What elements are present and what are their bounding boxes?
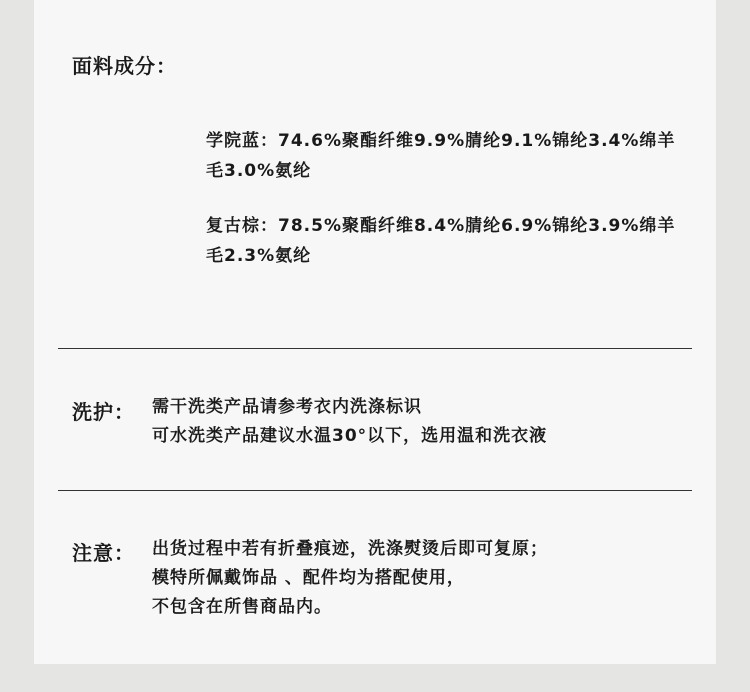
divider [58, 348, 692, 349]
product-info-card [34, 0, 716, 664]
divider [58, 490, 692, 491]
fabric-title: 面料成分： [72, 54, 177, 78]
care-line: 需干洗类产品请参考衣内洗涤标识 [152, 397, 422, 417]
notice-line: 模特所佩戴饰品 、配件均为搭配使用， [152, 568, 465, 588]
notice-line: 出货过程中若有折叠痕迹，洗涤熨烫后即可复原； [152, 539, 548, 559]
care-line: 可水洗类产品建议水温30°以下，选用温和洗衣液 [152, 426, 548, 446]
composition-academy-blue: 学院蓝：74.6%聚酯纤维9.9%腈纶9.1%锦纶3.4%绵羊毛3.0%氨纶 [206, 131, 676, 181]
care-instructions [152, 393, 547, 451]
notice-text [152, 535, 548, 622]
composition-retro-brown: 复古棕：78.5%聚酯纤维8.4%腈纶6.9%锦纶3.9%绵羊毛2.3%氨纶 [206, 216, 676, 266]
notice-label: 注意： [72, 541, 135, 565]
notice-line: 不包含在所售商品内。 [152, 597, 332, 617]
care-label: 洗护： [72, 400, 135, 424]
